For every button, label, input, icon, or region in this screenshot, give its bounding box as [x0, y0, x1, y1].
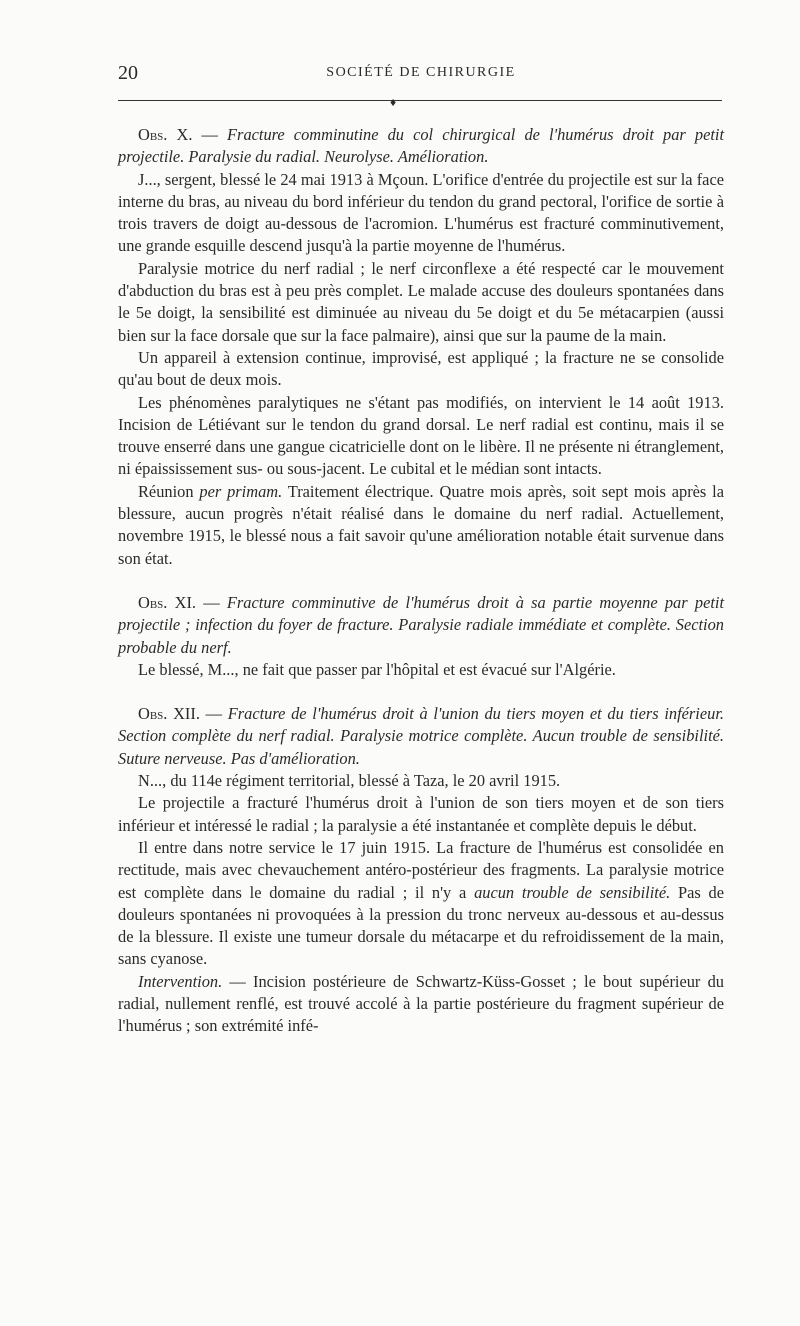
obs-title: Fracture comminutive de l'humérus droit à sa partie moyenne par petit projectile ; infection du foyer de fracture. Paralysie radiale immédiate et complète. Section probable du nerf. — [118, 592, 725, 657]
section-gap — [118, 681, 724, 703]
paragraph: Paralysie motrice du nerf radial ; le nerf circonflexe a été respecté car le mouvement d'abduction du bras est à peu près complet. Le malade accuse des douleurs spontanées dans le 5e doigt, la sensibilité est diminuée au niveau du 5e doigt et du 5e métacarpien (aussi bien sur la face dorsale que sur la face palmaire), ainsi que sur la paume de la main. — [118, 258, 724, 345]
paragraph: Le projectile a fracturé l'humérus droit à l'union de son tiers moyen et de son tiers inférieur et intéressé le radial ; la paralysie a été instantanée et complète depuis le début. — [118, 793, 724, 835]
section-gap — [118, 570, 724, 592]
text-run: Pas de douleurs spontanées ni provoquées à la pression du tronc nerveux au-dessous et au-dessus de la blessure. Il existe une tumeur dorsale du métacarpe et du refroidissement de la main, sans cyanose. — [118, 882, 725, 969]
obs-10-heading — [118, 124, 724, 169]
page-number: 20 — [118, 62, 138, 84]
dash: — — [192, 125, 228, 144]
dash: — — [199, 704, 228, 724]
page-header — [118, 62, 724, 88]
text-run: Réunion — [138, 481, 200, 501]
page — [118, 62, 725, 1036]
paragraph: Les phénomènes paralytiques ne s'étant pas modifiés, on intervient le 14 août 1913. Incision de Létiévant sur le tendon du grand dorsal. Le nerf radial est continu, mais il se trouve enserré dans une gangue cicatricielle dont on le libère. Il ne présente ni étranglement, ni épaississement sus- ou sous-jacent. Le cubital et le médian sont intacts. — [118, 392, 724, 479]
obs-11-heading — [118, 592, 724, 659]
text-run: Traitement électrique. Quatre mois après, soit sept mois après la blessure, aucun progrès n'était réalisé dans le domaine du nerf radial. Actuellement, novembre 1915, le blessé nous a fait savoir qu'une amélioration notable était survenue dans son état. — [118, 481, 724, 568]
obs-title: Fracture de l'humérus droit à l'union du tiers moyen et du tiers inférieur. Section complète du nerf radial. Paralysie motrice complète. Aucun trouble de sensibilité. Suture nerveuse. Pas d'amélioration. — [118, 704, 724, 768]
rule-ornament-icon: ♦ — [390, 95, 397, 109]
paragraph: J..., sergent, blessé le 24 mai 1913 à Mçoun. L'orifice d'entrée du projectile est sur la face interne du bras, au niveau du bord inférieur du tendon du grand pectoral, l'orifice de sortie à trois travers de doigt au-dessous de l'acromion. L'humérus est fracturé comminutivement, une grande esquille descend jusqu'à la partie moyenne de l'humérus. — [118, 169, 724, 256]
obs-title: Fracture comminutine du col chirurgical de l'humérus droit par petit projectile. Paralysie du radial. Neurolyse. Amélioration. — [118, 125, 725, 167]
text-run: Il entre dans notre service le 17 juin 1915. La fracture de l'humérus est consolidée en rectitude, mais avec chevauchement antéro-postérieur des fragments. La paralysie motrice est complète dans le domaine du radial ; il n'y a — [118, 837, 724, 902]
dash: — — [196, 592, 227, 612]
paragraph — [118, 837, 724, 971]
paragraph — [118, 971, 724, 1038]
italic-run: aucun trouble de sensibilité. — [474, 882, 671, 902]
paragraph: Le blessé, M..., ne fait que passer par l'hôpital et est évacué sur l'Algérie. — [138, 659, 616, 679]
text-body — [118, 124, 724, 1038]
obs-label: Obs. XII. — [138, 704, 200, 724]
italic-run: Intervention. — [138, 971, 223, 991]
header-rule — [118, 100, 722, 101]
obs-label: Obs. XI. — [138, 592, 197, 612]
paragraph: Un appareil à extension continue, improvisé, est appliqué ; la fracture ne se consolide qu'au bout de deux mois. — [118, 347, 724, 390]
obs-label: Obs. X. — [138, 125, 193, 144]
paragraph: N..., du 114e régiment territorial, blessé à Taza, le 20 avril 1915. — [138, 771, 561, 791]
running-title: SOCIÉTÉ DE CHIRURGIE — [326, 65, 516, 80]
text-run: — Incision postérieure de Schwartz-Küss-Gosset ; le bout supérieur du radial, nullement renflé, est trouvé accolé à la partie postérieure du fragment supérieur de l'humérus ; son extrémité infé- — [118, 971, 724, 1036]
paragraph — [118, 481, 724, 570]
italic-run: per primam. — [199, 481, 283, 501]
obs-12-heading — [118, 703, 724, 770]
